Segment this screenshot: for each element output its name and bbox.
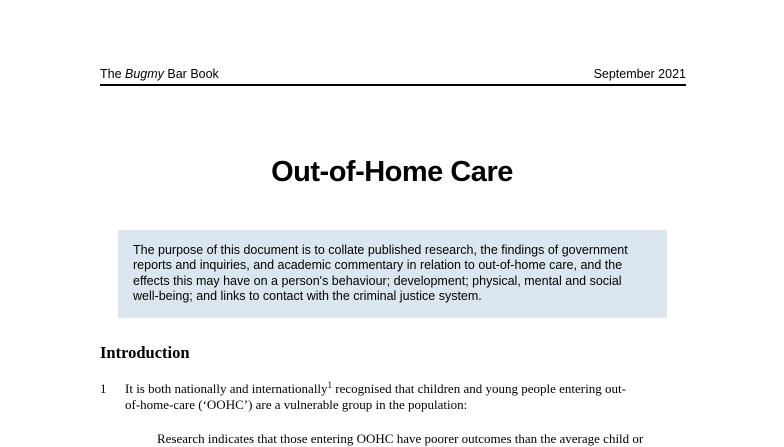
paragraph-line: of-home-care (‘OOHC’) are a vulnerable group in the population: xyxy=(125,397,468,412)
section-heading: Introduction xyxy=(100,343,190,362)
paragraph-line: It is both nationally and internationally$^1$ recognised that children and young people entering out- xyxy=(125,380,626,396)
paragraph-number: 1 xyxy=(100,381,107,396)
paragraph-text xyxy=(125,381,687,413)
summary-line: effects this may have on a person's behaviour; development; physical, mental and social xyxy=(133,273,622,288)
summary-line: well-being; and links to contact with the criminal justice system. xyxy=(133,288,482,303)
summary-line: reports and inquiries, and academic commentary in relation to out-of-home care, and the xyxy=(133,258,623,273)
header-document-title: The Bugmy Bar Book xyxy=(100,67,219,81)
summary-line: The purpose of this document is to collate published research, the findings of government xyxy=(133,243,628,257)
block-quote: Research indicates that those entering OOHC have poorer outcomes than the average child or xyxy=(157,431,644,446)
footnote-reference[interactable]: 1 xyxy=(327,380,333,390)
page-title: Out-of-Home Care xyxy=(271,156,513,188)
header-date: September 2021 xyxy=(593,67,686,81)
summary-box xyxy=(118,230,667,318)
running-header xyxy=(100,66,686,86)
